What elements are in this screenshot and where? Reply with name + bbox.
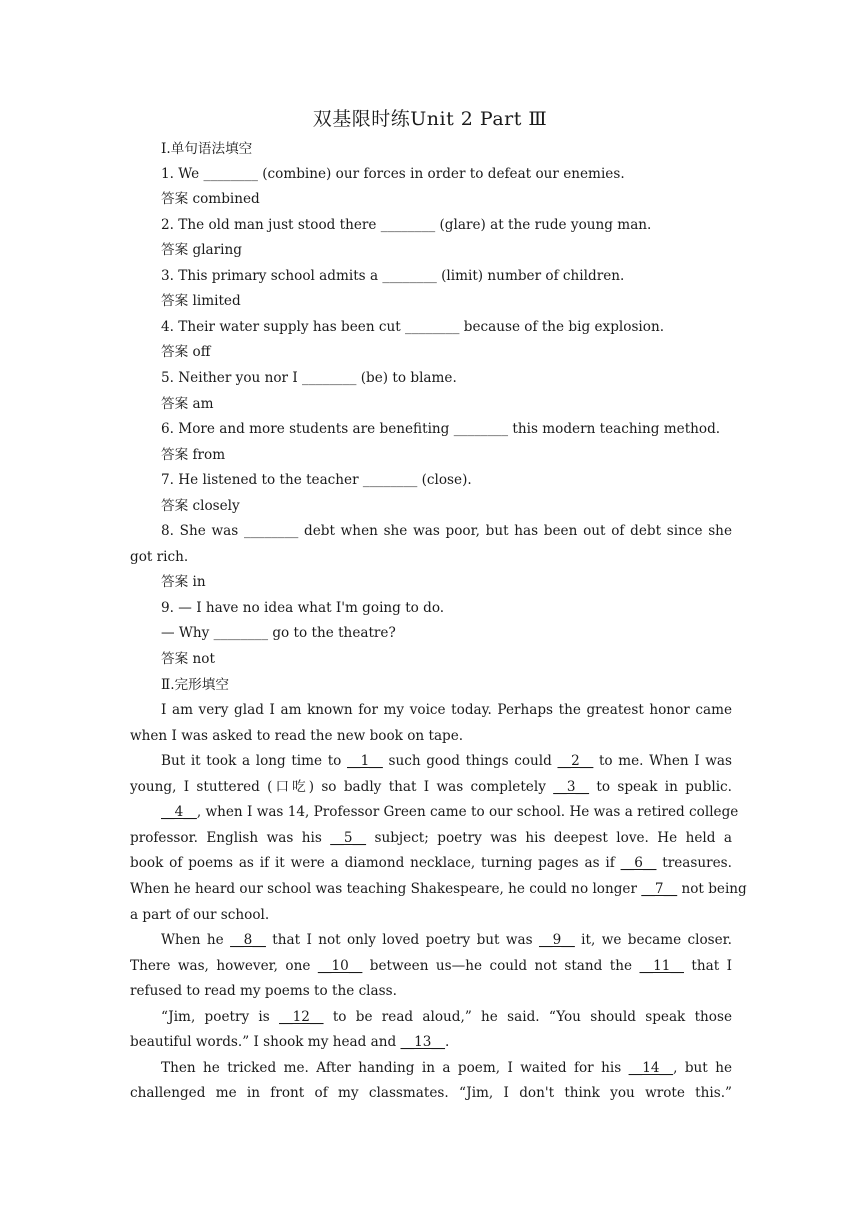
passage-text: But it took a long time to <box>161 753 347 769</box>
passage-text: When he <box>161 932 231 948</box>
passage-paragraph-6-line-2: challenged me in front of my classmates. “Jim, I don't think you wrote this.” <box>130 1085 732 1101</box>
section-heading-grammar: Ⅰ.单句语法填空 <box>161 141 253 157</box>
passage-text: treasures. <box>656 855 732 871</box>
question-8-line-2: got rich. <box>130 549 189 565</box>
passage-paragraph-4-line-2 <box>130 954 732 980</box>
passage-text: book of poems as if it were a diamond necklace, turning pages as if <box>130 855 621 871</box>
page-title: 双基限时练Unit 2 Part Ⅲ <box>312 108 548 130</box>
question-9-line-1: 9. — I have no idea what I'm going to do. <box>161 600 445 616</box>
passage-text: When he heard our school was teaching Shakespeare, he could no longer <box>130 881 642 897</box>
passage-text: to me. When I was <box>593 753 733 769</box>
passage-paragraph-1-line-1: I am very glad I am known for my voice today. Perhaps the greatest honor came <box>161 702 732 718</box>
passage-paragraph-5-line-1 <box>161 1005 732 1031</box>
passage-text: young, I stuttered (口吃) so badly that I was completely <box>130 779 554 795</box>
blank-3: __3__ <box>553 779 590 795</box>
passage-text: . <box>445 1034 450 1050</box>
answer-8: 答案 in <box>161 574 206 590</box>
passage-text: “Jim, poetry is <box>161 1009 280 1025</box>
blank-11: __11__ <box>639 958 684 974</box>
answer-1: 答案 combined <box>161 191 260 207</box>
passage-text: There was, however, one <box>130 958 318 974</box>
blank-14: __14__ <box>628 1060 674 1076</box>
question-1: 1. We ________ (combine) our forces in order to defeat our enemies. <box>161 166 625 182</box>
passage-paragraph-2-line-1 <box>161 749 732 775</box>
blank-12: __12__ <box>279 1009 324 1025</box>
passage-text: between us—he could not stand the <box>362 958 640 974</box>
answer-9: 答案 not <box>161 651 215 667</box>
blank-1: __1__ <box>347 753 383 769</box>
passage-text: it, we became closer. <box>574 932 733 948</box>
answer-3: 答案 limited <box>161 293 241 309</box>
passage-paragraph-3-line-2 <box>130 826 732 852</box>
question-3: 3. This primary school admits a ________ (limit) number of children. <box>161 268 625 284</box>
passage-paragraph-2-line-2 <box>130 775 732 801</box>
question-6: 6. More and more students are benefiting ________ this modern teaching method. <box>161 421 721 437</box>
passage-paragraph-3-line-1 <box>161 800 739 826</box>
passage-paragraph-4-line-1 <box>161 928 732 954</box>
passage-text: , but he <box>673 1060 732 1076</box>
answer-4: 答案 off <box>161 344 211 360</box>
passage-text: , when I was 14, Professor Green came to our school. He was a retired college <box>196 804 739 820</box>
passage-paragraph-3-line-3 <box>130 851 732 877</box>
question-4: 4. Their water supply has been cut ________ because of the big explosion. <box>161 319 665 335</box>
section-heading-cloze: Ⅱ.完形填空 <box>161 677 229 693</box>
blank-7: __7__ <box>641 881 678 897</box>
passage-text: not being <box>677 881 747 897</box>
blank-9: __9__ <box>538 932 575 948</box>
answer-2: 答案 glaring <box>161 242 242 258</box>
passage-text: that I <box>683 958 733 974</box>
answer-7: 答案 closely <box>161 498 240 514</box>
passage-text: subject; poetry was his deepest love. He held a <box>366 830 732 846</box>
passage-paragraph-4-line-3: refused to read my poems to the class. <box>130 983 397 999</box>
answer-6: 答案 from <box>161 447 226 463</box>
passage-paragraph-6-line-1 <box>161 1056 732 1082</box>
passage-text: such good things could <box>382 753 558 769</box>
question-2: 2. The old man just stood there ________ (glare) at the rude young man. <box>161 217 652 233</box>
blank-10: __10__ <box>317 958 363 974</box>
blank-5: __5__ <box>330 830 367 846</box>
question-9-line-2: — Why ________ go to the theatre? <box>161 625 396 641</box>
passage-paragraph-3-line-5: a part of our school. <box>130 907 270 923</box>
passage-text: Then he tricked me. After handing in a poem, I waited for his <box>161 1060 629 1076</box>
blank-4: __4__ <box>161 804 197 820</box>
passage-text: to speak in public. <box>589 779 732 795</box>
answer-5: 答案 am <box>161 396 214 412</box>
blank-2: __2__ <box>557 753 594 769</box>
passage-text: beautiful words.” I shook my head and <box>130 1034 401 1050</box>
passage-text: that I not only loved poetry but was <box>265 932 539 948</box>
blank-6: __6__ <box>620 855 657 871</box>
passage-paragraph-5-line-2 <box>130 1030 732 1056</box>
passage-paragraph-1-line-2: when I was asked to read the new book on tape. <box>130 728 464 744</box>
passage-paragraph-3-line-4 <box>130 877 747 903</box>
passage-text: to be read aloud,” he said. “You should speak those <box>323 1009 732 1025</box>
question-8-line-1: 8. She was ________ debt when she was poor, but has been out of debt since she <box>161 523 732 539</box>
blank-8: __8__ <box>230 932 266 948</box>
blank-13: __13__ <box>400 1034 446 1050</box>
passage-text: professor. English was his <box>130 830 331 846</box>
question-5: 5. Neither you nor I ________ (be) to blame. <box>161 370 457 386</box>
question-7: 7. He listened to the teacher ________ (close). <box>161 472 472 488</box>
